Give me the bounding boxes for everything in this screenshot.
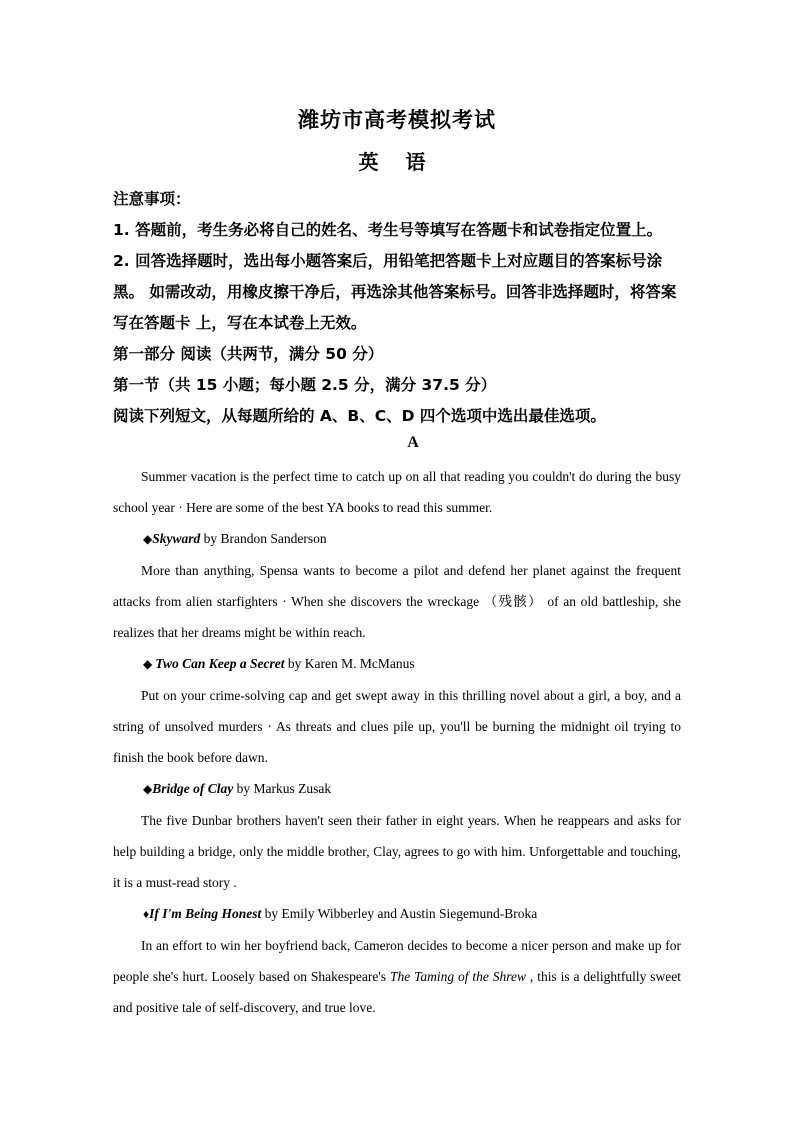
passage-label: A [407, 434, 419, 451]
bullet-icon: ◆ [143, 657, 156, 671]
book-heading [113, 773, 681, 805]
book-author: by Brandon Sanderson [200, 531, 327, 546]
notes-item-2-line-3: 写在答题卡 上，写在本试卷上无效。 [113, 314, 367, 332]
passage-intro: Summer vacation is the perfect time to catch up on all that reading you couldn't do during the busy school year · Here are some of the best YA books to read this summer. [113, 469, 681, 515]
book-heading [113, 523, 681, 555]
book-title: Bridge of Clay [152, 781, 234, 796]
book-title: If I'm Being Honest [149, 906, 262, 921]
book-description [113, 930, 681, 1023]
book-title: Two Can Keep a Secret [155, 656, 285, 671]
part-1-heading: 第一部分 阅读（共两节，满分 50 分） [113, 345, 384, 363]
book-description: Put on your crime-solving cap and get swept away in this thrilling novel about a girl, a boy, and a string of unsolved murders · As threats and clues pile up, you'll be burning the midnight oil trying to finish the book before dawn. [113, 688, 681, 765]
bullet-icon: ♦ [143, 907, 150, 921]
passage-a [113, 461, 681, 1023]
bullet-icon: ◆ [143, 782, 153, 796]
book-description: More than anything, Spensa wants to become a pilot and defend her planet against the frequent attacks from alien starfighters · When she discovers the wreckage （残骸） of an old battleship, she realizes that her dreams might be within reach. [113, 563, 681, 640]
notes-section [113, 184, 693, 432]
bullet-icon: ◆ [143, 532, 153, 546]
notes-item-2-line-1: 2. 回答选择题时，选出每小题答案后，用铅笔把答题卡上对应题目的答案标号涂 [113, 252, 663, 270]
notes-heading: 注意事项： [113, 190, 191, 208]
book-author: by Emily Wibberley and Austin Siegemund-Broka [261, 906, 538, 921]
reading-instruction: 阅读下列短文，从每题所给的 A、B、C、D 四个选项中选出最佳选项。 [113, 407, 606, 425]
play-title: The Taming of the Shrew [389, 969, 527, 984]
book-description-text: , this is a delightfully sweet and positive tale of self-discovery, and true love. [113, 969, 682, 1015]
section-1-heading: 第一节（共 15 小题；每小题 2.5 分，满分 37.5 分） [113, 376, 497, 394]
subject-title: 英 语 [358, 150, 436, 174]
book-description: The five Dunbar brothers haven't seen their father in eight years. When he reappears and asks for help building a bridge, only the middle brother, Clay, agrees to go with him. Unforgettable and touching, it is a must-read story . [113, 813, 681, 890]
notes-item-1: 1. 答题前，考生务必将自己的姓名、考生号等填写在答题卡和试卷指定位置上。 [113, 221, 663, 239]
book-heading [113, 648, 681, 680]
book-author: by Karen M. McManus [284, 656, 415, 671]
book-heading [113, 898, 681, 930]
book-author: by Markus Zusak [233, 781, 332, 796]
book-description-text: In an effort to win her boyfriend back, Cameron decides to become a nicer person and make up for people she's hurt. Loosely based on Shakespeare's [113, 938, 681, 984]
exam-title: 潍坊市高考模拟考试 [298, 107, 496, 132]
book-title: Skyward [152, 531, 201, 546]
notes-item-2-line-2: 黑。 如需改动，用橡皮擦干净后，再选涂其他答案标号。回答非选择题时，将答案 [113, 283, 677, 301]
